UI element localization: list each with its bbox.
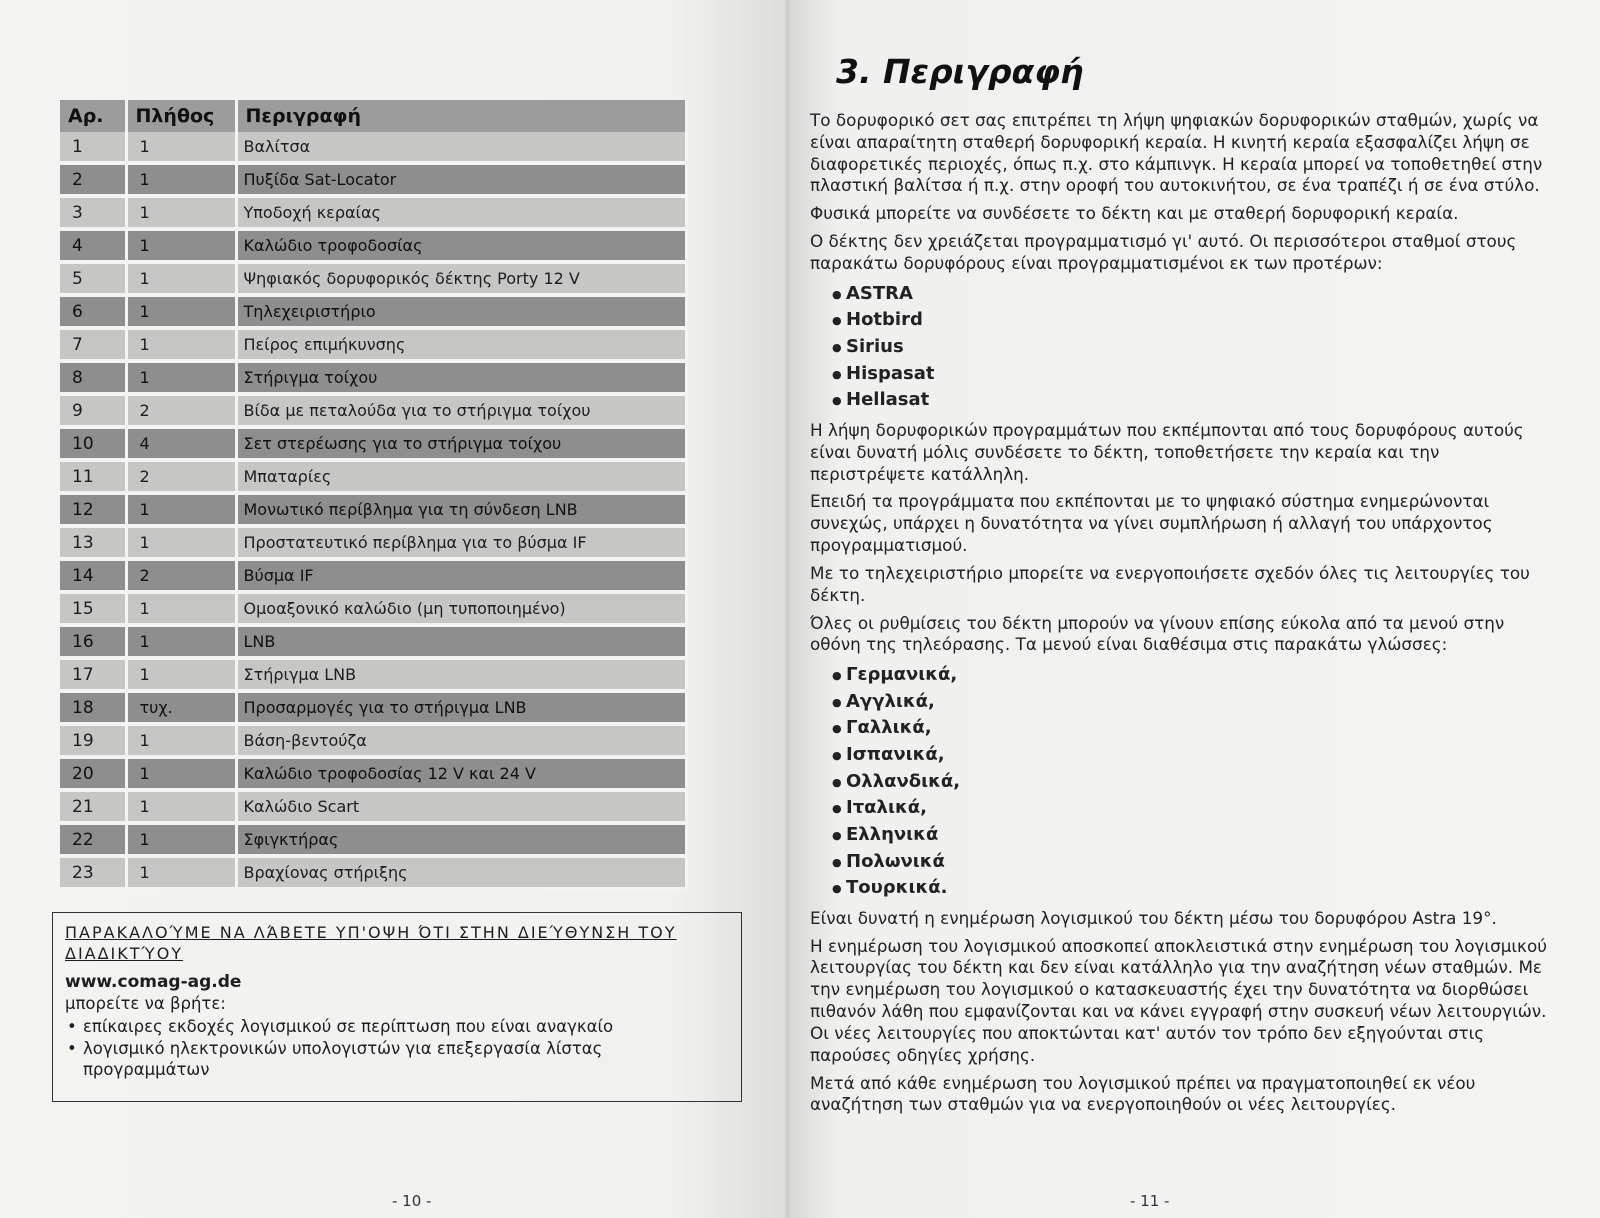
table-row [60,592,686,625]
cell-nr: 12 [60,493,126,526]
cell-qty: 1 [126,262,236,295]
language-item: ● Ελληνικά [836,822,1550,849]
cell-qty: 1 [126,361,236,394]
cell-nr: 22 [60,823,126,856]
notice-item: • λογισμικό ηλεκτρονικών υπολογιστών για επεξεργασία λίστας προγραμμάτων [79,1038,729,1081]
cell-desc: Καλώδιο Scart [236,790,686,823]
language-list [810,662,1550,902]
cell-nr: 9 [60,394,126,427]
table-row [60,691,686,724]
cell-qty: 1 [126,823,236,856]
paragraph: Φυσικά μπορείτε να συνδέσετε το δέκτη και με σταθερή δορυφορική κεραία. [810,203,1459,224]
paragraph: Είναι δυνατή η ενημέρωση λογισμικού του δέκτη μέσω του δορυφόρου Astra 19°. [810,907,1497,928]
cell-qty: 1 [126,724,236,757]
paragraph: Επειδή τα προγράμματα που εκπέπονται με το ψηφιακό σύστημα ενημερώνονται συνεχώς, υπάρχει η δυνατότητα να γίνει συμπλήρωση ή αλλαγή του υπάρχοντος προγραμματισμού. [810,491,1493,556]
notice-list [65,1016,729,1080]
language-item: ● Γερμανικά, [836,662,1550,689]
paragraph: Ο δέκτης δεν χρειάζεται προγραμματισμό γι' αυτό. Οι περισσότεροι σταθμοί στους παρακάτω δορυφόρους είναι προγραμματισμένοι εκ των προτέρων: [810,231,1517,273]
table-row [60,526,686,559]
table-row [60,559,686,592]
cell-qty: 1 [126,163,236,196]
header-nr: Αρ. [60,100,126,132]
table-row [60,856,686,889]
cell-qty: 1 [126,625,236,658]
cell-nr: 23 [60,856,126,889]
cell-nr: 1 [60,132,126,163]
language-item: ● Γαλλικά, [836,715,1550,742]
table-row [60,658,686,691]
cell-desc: Προσαρμογές για το στήριγμα LNB [236,691,686,724]
table-row [60,361,686,394]
cell-desc: Ψηφιακός δορυφορικός δέκτης Porty 12 V [236,262,686,295]
paragraph: Το δορυφορικό σετ σας επιτρέπει τη λήψη ψηφιακών δορυφορικών σταθμών, χωρίς να είναι απαραίτητη σταθερή δορυφορική κεραία. Η κινητή κεραία εξασφαλίζει λήψη σε διαφορετικές περιοχές, όπως π.χ. στο κάμπινγκ. Η κεραία μπορεί να τοποθετηθεί στην πλαστική βαλίτσα ή π.χ. στην οροφή του αυτοκινήτου, σε ένα τραπέζι ή σε ένα στύλο. [810,110,1543,196]
cell-desc: Καλώδιο τροφοδοσίας 12 V και 24 V [236,757,686,790]
cell-nr: 21 [60,790,126,823]
cell-nr: 15 [60,592,126,625]
paragraph: Η λήψη δορυφορικών προγραμμάτων που εκπέμπονται από τους δορυφόρους αυτούς είναι δυνατή μόλις συνδέσετε το δέκτη, τοποθετήσετε την κεραία και την περιστρέψετε κατάλληλη. [810,419,1524,484]
table-row [60,295,686,328]
notice-url: www.comag-ag.de [65,971,242,992]
cell-desc: Μονωτικό περίβλημα για τη σύνδεση LNB [236,493,686,526]
cell-desc: Τηλεχειριστήριο [236,295,686,328]
table-row [60,790,686,823]
satellite-item: ● Hispasat [836,361,1550,388]
cell-nr: 20 [60,757,126,790]
satellite-item: ● Sirius [836,334,1550,361]
satellite-item: ● Hotbird [836,307,1550,334]
cell-desc: Υποδοχή κεραίας [236,196,686,229]
page-number-right: - 11 - [1130,1192,1170,1210]
left-page [0,0,790,1218]
table-row [60,724,686,757]
cell-qty: 1 [126,757,236,790]
cell-nr: 17 [60,658,126,691]
cell-nr: 3 [60,196,126,229]
parts-table-body [60,132,686,889]
table-row [60,625,686,658]
language-item: ● Αγγλικά, [836,689,1550,716]
header-qty: Πλήθος [126,100,236,132]
cell-desc: Προστατευτικό περίβλημα για το βύσμα IF [236,526,686,559]
cell-nr: 6 [60,295,126,328]
cell-qty: 4 [126,427,236,460]
paragraph: Η ενημέρωση του λογισμικού αποσκοπεί αποκλειστικά στην ενημέρωση του λογισμικού λειτουργίας του δέκτη και δεν είναι κατάλληλο για την αναζήτηση νέων σταθμών. Με την ενημέρωση του λογισμικού ο κατασκευαστής έχει την δυνατότητα να διορθώσει πιθανόν λάθη που εμφανίζονται και να κάνει εγγραφή στην συσκευή νέων λειτουργιών. Οι νέες λειτουργίες που αποκτώνται κατ' αυτόν τον τρόπο δεν εξηγούνται στις παρούσες οδηγίες χρήσης. [810,935,1547,1065]
page-number-left: - 10 - [392,1192,432,1210]
paragraph: Με το τηλεχειριστήριο μπορείτε να ενεργοποιήσετε σχεδόν όλες τις λειτουργίες του δέκτη. [810,562,1530,605]
paragraph: Όλες οι ρυθμίσεις του δέκτη μπορούν να γίνουν επίσης εύκολα από τα μενού στην οθόνη της τηλεόρασης. Τα μενού είναι διαθέσιμα στις παρακάτω γλώσσες: [810,612,1505,655]
cell-nr: 5 [60,262,126,295]
table-row [60,394,686,427]
notice-box [52,912,742,1102]
parts-table [60,100,688,891]
language-item: ● Ισπανικά, [836,742,1550,769]
header-desc: Περιγραφή [236,100,686,132]
table-row [60,328,686,361]
cell-desc: Βύσμα IF [236,559,686,592]
cell-nr: 19 [60,724,126,757]
cell-nr: 14 [60,559,126,592]
cell-qty: 1 [126,856,236,889]
notice-item: • επίκαιρες εκδοχές λογισμικού σε περίπτωση που είναι αναγκαίο [79,1016,729,1037]
table-row [60,493,686,526]
satellite-list [810,281,1550,414]
cell-qty: 1 [126,295,236,328]
cell-desc: Πείρος επιμήκυνσης [236,328,686,361]
language-item: ● Ιταλικά, [836,795,1550,822]
cell-qty: 1 [126,493,236,526]
table-row [60,163,686,196]
cell-desc: LNB [236,625,686,658]
cell-desc: Ομοαξονικό καλώδιο (μη τυποποιημένο) [236,592,686,625]
cell-desc: Βραχίονας στήριξης [236,856,686,889]
cell-qty: 1 [126,132,236,163]
cell-desc: Σφιγκτήρας [236,823,686,856]
table-row [60,823,686,856]
description-body [810,110,1550,1122]
notice-title: ΠΑΡΑΚΑΛΟΎΜΕ ΝΑ ΛΆΒΕΤΕ ΥΠ'ΟΨΗ ΌΤΙ ΣΤΗΝ ΔΙΕΎΘΥΝΣΗ ΤΟΥ ΔΙΑΔΙΚΤΎΟΥ [65,923,677,963]
cell-nr: 10 [60,427,126,460]
cell-desc: Πυξίδα Sat-Locator [236,163,686,196]
table-row [60,460,686,493]
cell-desc: Βάση-βεντούζα [236,724,686,757]
table-header-row [60,100,686,132]
section-title: 3. Περιγραφή [836,52,1084,91]
cell-qty: 1 [126,526,236,559]
cell-desc: Σετ στερέωσης για το στήριγμα τοίχου [236,427,686,460]
cell-qty: 2 [126,460,236,493]
cell-qty: 1 [126,196,236,229]
table-row [60,229,686,262]
cell-desc: Βίδα με πεταλούδα για το στήριγμα τοίχου [236,394,686,427]
cell-qty: 1 [126,229,236,262]
cell-qty: 2 [126,394,236,427]
table-row [60,132,686,163]
language-item: ● Ολλανδικά, [836,769,1550,796]
language-item: ● Πολωνικά [836,849,1550,876]
table-row [60,757,686,790]
cell-desc: Βαλίτσα [236,132,686,163]
satellite-item: ● Hellasat [836,387,1550,414]
cell-qty: 1 [126,592,236,625]
satellite-item: ● ASTRA [836,281,1550,308]
cell-nr: 4 [60,229,126,262]
cell-qty: τυχ. [126,691,236,724]
cell-desc: Καλώδιο τροφοδοσίας [236,229,686,262]
cell-qty: 1 [126,658,236,691]
cell-nr: 8 [60,361,126,394]
table-row [60,427,686,460]
cell-nr: 18 [60,691,126,724]
language-item: ● Τουρκικά. [836,875,1550,902]
cell-nr: 13 [60,526,126,559]
cell-qty: 1 [126,790,236,823]
cell-desc: Στήριγμα τοίχου [236,361,686,394]
cell-nr: 7 [60,328,126,361]
cell-nr: 16 [60,625,126,658]
table-row [60,196,686,229]
cell-nr: 11 [60,460,126,493]
cell-desc: Στήριγμα LNB [236,658,686,691]
paragraph: Μετά από κάθε ενημέρωση του λογισμικού πρέπει να πραγματοποιηθεί εκ νέου αναζήτηση των σταθμών για να ενεργοποιηθούν οι νέες λειτουργίες. [810,1072,1476,1115]
cell-qty: 1 [126,328,236,361]
table-row [60,262,686,295]
notice-subtitle: μπορείτε να βρήτε: [65,993,226,1013]
cell-desc: Μπαταρίες [236,460,686,493]
cell-qty: 2 [126,559,236,592]
cell-nr: 2 [60,163,126,196]
